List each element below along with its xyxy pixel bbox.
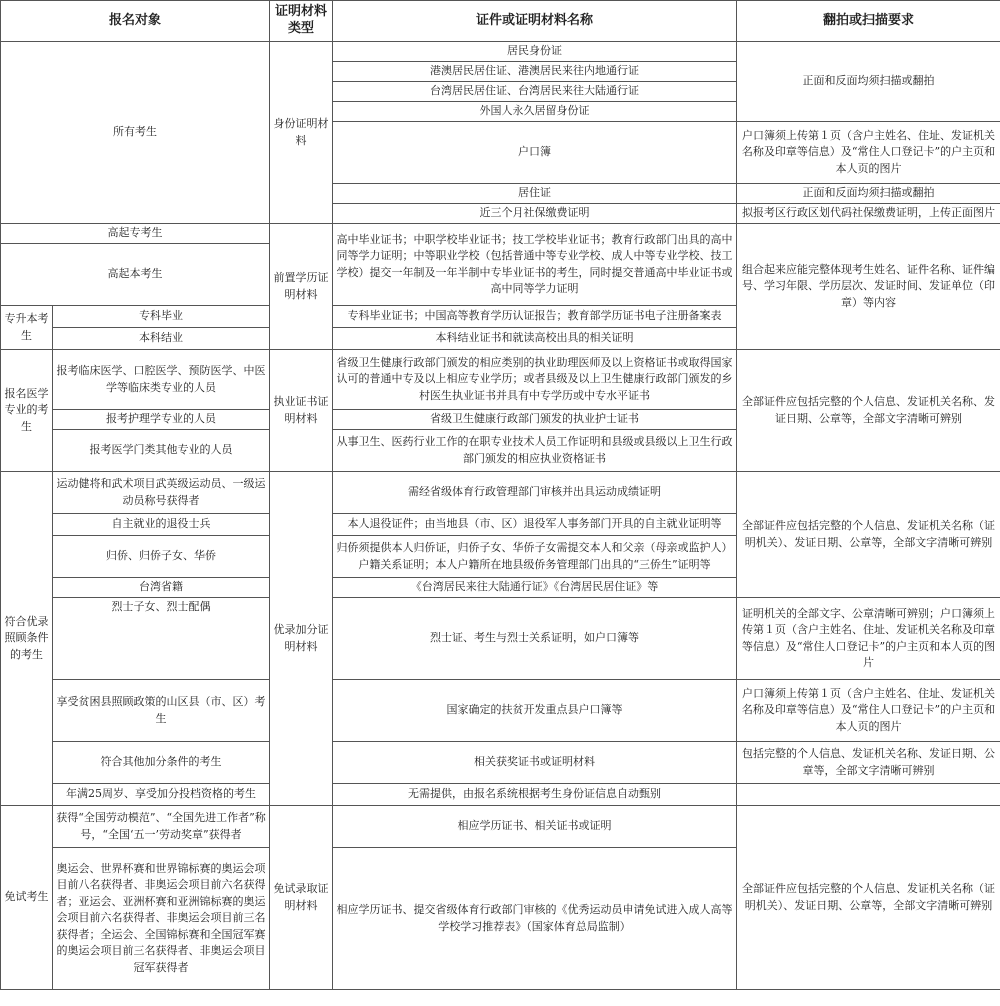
req-hukou: 户口簿须上传第１页（含户主姓名、住址、发证机关名称及印章等信息）及“常住人口登记卡”的户主页和本人页的图片 — [737, 122, 1000, 184]
sub-veteran: 自主就业的退役士兵 — [53, 514, 270, 536]
target-exempt: 免试考生 — [1, 806, 53, 990]
target-medical: 报名医学专业的考生 — [1, 350, 53, 472]
sub-olympic: 奥运会、世界杯赛和世界锦标赛的奥运会项目前八名获得者、非奥运会项目前六名获得者；亚运会、亚洲杯赛和亚洲锦标赛的奥运会项目前六名获得者、非奥运会项目前三名获得者；全运会、全国锦标赛和全国冠军赛的奥运会项目前三名获得者、非奥运会项目冠军获得者 — [53, 848, 270, 990]
table-row — [1, 806, 1000, 848]
name-social-security: 近三个月社保缴费证明 — [333, 204, 737, 224]
sub-college-graduated: 专科毕业 — [53, 306, 270, 328]
table-row — [1, 42, 1000, 62]
table-row — [1, 472, 1000, 514]
target-zhuanshengben: 专升本考生 — [1, 306, 53, 350]
type-identity: 身份证明材料 — [270, 42, 333, 224]
name-id-card: 居民身份证 — [333, 42, 737, 62]
name-foreigner: 外国人永久居留身份证 — [333, 102, 737, 122]
name-olympic: 相应学历证书、提交省级体育行政部门审核的《优秀运动员申请免试进入成人高等学校学习推荐表》（国家体育总局监制） — [333, 848, 737, 990]
name-taiwan: 台湾居民居住证、台湾居民来往大陆通行证 — [333, 82, 737, 102]
req-bonus-other: 包括完整的个人信息、发证机关名称、发证日期、公章等，全部文字清晰可辨别 — [737, 742, 1000, 784]
type-license: 执业证书证明材料 — [270, 350, 333, 472]
type-education: 前置学历证明材料 — [270, 224, 333, 350]
name-hk-macau: 港澳居民居住证、港澳居民来往内地通行证 — [333, 62, 737, 82]
header-row — [1, 1, 1000, 42]
table-row — [1, 784, 1000, 806]
req-poverty: 户口簿须上传第１页（含户主姓名、住址、发证机关名称及印章等信息）及“常住人口登记卡”的户主页和本人页的图片 — [737, 680, 1000, 742]
header-requirement: 翻拍或扫描要求 — [737, 1, 1000, 42]
header-type: 证明材料类型 — [270, 1, 333, 42]
req-residence: 正面和反面均须扫描或翻拍 — [737, 184, 1000, 204]
name-medical-other: 从事卫生、医药行业工作的在职专业技术人员工作证明和县级或县级以上卫生行政部门颁发的相应执业资格证书 — [333, 430, 737, 472]
name-age: 无需提供，由报名系统根据考生身份证信息自动甄别 — [333, 784, 737, 806]
name-clinical: 省级卫生健康行政部门颁发的相应类别的执业助理医师及以上资格证书或取得国家认可的普通中专及以上相应专业学历；或者县级及以上卫生健康行政部门颁发的乡村医生执业证书并具有中专学历或中专水平证书 — [333, 350, 737, 410]
target-all-candidates: 所有考生 — [1, 42, 270, 224]
table-row — [1, 598, 1000, 680]
name-residence: 居住证 — [333, 184, 737, 204]
name-high-school: 高中毕业证书；中职学校毕业证书；技工学校毕业证书；教育行政部门出具的高中同等学力证明；中等职业学校（包括普通中等专业学校、成人中等专业学校、技工学校）提交一年制及一年半制中专毕业证书的考生，同时提交普通高中毕业证书或高中同等学力证明 — [333, 224, 737, 306]
req-martyr: 证明机关的全部文字、公章清晰可辨别；户口簿须上传第１页（含户主姓名、住址、发证机关名称及印章等信息）及“常住人口登记卡”的户主页和本人页的图片 — [737, 598, 1000, 680]
req-bonus-general: 全部证件应包括完整的个人信息、发证机关名称（证明机关）、发证日期、公章等，全部文字清晰可辨别 — [737, 472, 1000, 598]
sub-overseas: 归侨、归侨子女、华侨 — [53, 536, 270, 578]
target-gaoben: 高起本考生 — [1, 244, 270, 306]
name-model-worker: 相应学历证书、相关证书或证明 — [333, 806, 737, 848]
type-bonus: 优录加分证明材料 — [270, 472, 333, 806]
name-bonus-other: 相关获奖证书或证明材料 — [333, 742, 737, 784]
name-graduating: 本科结业证书和就读高校出具的相关证明 — [333, 328, 737, 350]
sub-poverty: 享受贫困县照顾政策的山区县（市、区）考生 — [53, 680, 270, 742]
table-row — [1, 680, 1000, 742]
req-license: 全部证件应包括完整的个人信息、发证机关名称、发证日期、公章等，全部文字清晰可辨别 — [737, 350, 1000, 472]
header-target: 报名对象 — [1, 1, 270, 42]
sub-model-worker: 获得“全国劳动模范”、“全国先进工作者”称号，“全国‘五一’劳动奖章”获得者 — [53, 806, 270, 848]
sub-age: 年满25周岁、享受加分投档资格的考生 — [53, 784, 270, 806]
name-veteran: 本人退役证件；由当地县（市、区）退役军人事务部门开具的自主就业证明等 — [333, 514, 737, 536]
name-overseas: 归侨须提供本人归侨证，归侨子女、华侨子女需提交本人和父亲（母亲或监护人）户籍关系证明；本人户籍所在地县级侨务管理部门出具的“三侨生”证明等 — [333, 536, 737, 578]
sub-medical-other: 报考医学门类其他专业的人员 — [53, 430, 270, 472]
name-hukou: 户口簿 — [333, 122, 737, 184]
req-exempt: 全部证件应包括完整的个人信息、发证机关名称（证明机关）、发证日期、公章等，全部文字清晰可辨别 — [737, 806, 1000, 990]
table-row — [1, 742, 1000, 784]
sub-nursing: 报考护理学专业的人员 — [53, 410, 270, 430]
header-name: 证件或证明材料名称 — [333, 1, 737, 42]
name-athlete: 需经省级体育行政管理部门审核并出具运动成绩证明 — [333, 472, 737, 514]
target-bonus: 符合优录照顾条件的考生 — [1, 472, 53, 806]
sub-martyr: 烈士子女、烈士配偶 — [53, 598, 270, 680]
name-martyr: 烈士证、考生与烈士关系证明，如户口簿等 — [333, 598, 737, 680]
table-row — [1, 350, 1000, 410]
name-poverty: 国家确定的扶贫开发重点县户口簿等 — [333, 680, 737, 742]
req-both-sides: 正面和反面均须扫描或翻拍 — [737, 42, 1000, 122]
table-row — [1, 224, 1000, 244]
sub-taiwan: 台湾省籍 — [53, 578, 270, 598]
type-exempt: 免试录取证明材料 — [270, 806, 333, 990]
req-age-empty — [737, 784, 1000, 806]
req-social-security: 拟报考区行政区划代码社保缴费证明，上传正面图片 — [737, 204, 1000, 224]
sub-athlete: 运动健将和武术项目武英级运动员、一级运动员称号获得者 — [53, 472, 270, 514]
sub-clinical: 报考临床医学、口腔医学、预防医学、中医学等临床类专业的人员 — [53, 350, 270, 410]
sub-bachelor-graduating: 本科结业 — [53, 328, 270, 350]
target-gaozhuan: 高起专考生 — [1, 224, 270, 244]
req-education: 组合起来应能完整体现考生姓名、证件名称、证件编号、学习年限、学历层次、发证时间、发证单位（印章）等内容 — [737, 224, 1000, 350]
name-college: 专科毕业证书；中国高等教育学历认证报告；教育部学历证书电子注册备案表 — [333, 306, 737, 328]
name-taiwan-docs: 《台湾居民来往大陆通行证》《台湾居民居住证》等 — [333, 578, 737, 598]
sub-bonus-other: 符合其他加分条件的考生 — [53, 742, 270, 784]
name-nursing: 省级卫生健康行政部门颁发的执业护士证书 — [333, 410, 737, 430]
